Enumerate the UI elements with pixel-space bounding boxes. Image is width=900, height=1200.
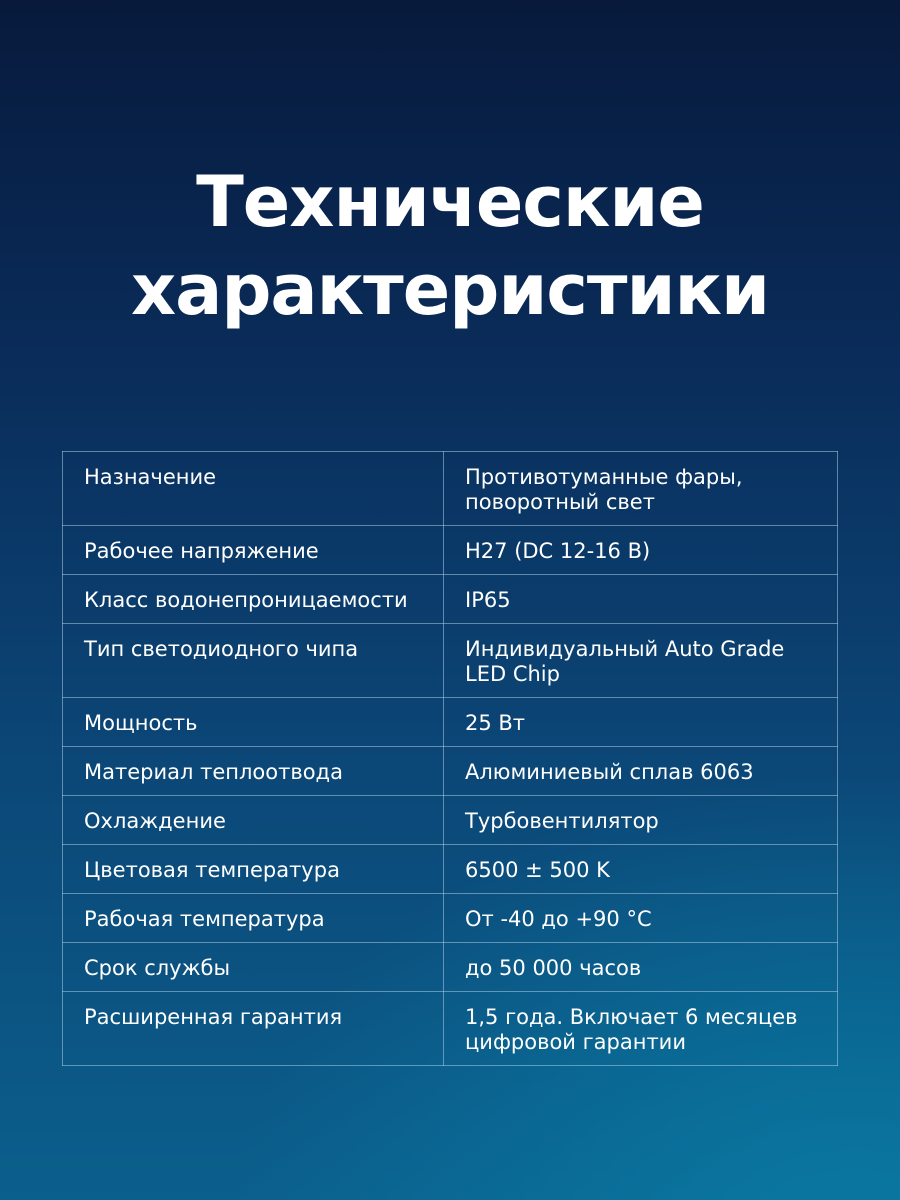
spec-parameter: Срок службы bbox=[63, 943, 444, 992]
table-row bbox=[63, 698, 838, 747]
spec-parameter: Рабочая температура bbox=[63, 894, 444, 943]
table-row bbox=[63, 992, 838, 1066]
spec-parameter: Материал теплоотвода bbox=[63, 747, 444, 796]
spec-parameter: Рабочее напряжение bbox=[63, 526, 444, 575]
page-title bbox=[0, 158, 900, 334]
spec-parameter: Цветовая температура bbox=[63, 845, 444, 894]
table-row bbox=[63, 845, 838, 894]
spec-value: IP65 bbox=[444, 575, 838, 624]
specifications-table bbox=[62, 451, 838, 1066]
spec-value: до 50 000 часов bbox=[444, 943, 838, 992]
spec-parameter: Охлаждение bbox=[63, 796, 444, 845]
spec-value: Турбовентилятор bbox=[444, 796, 838, 845]
spec-parameter: Мощность bbox=[63, 698, 444, 747]
spec-value: Противотуманные фары, поворотный свет bbox=[444, 452, 838, 526]
spec-value: 6500 ± 500 K bbox=[444, 845, 838, 894]
spec-value: H27 (DC 12-16 В) bbox=[444, 526, 838, 575]
table-row bbox=[63, 894, 838, 943]
page-title-line-1: Технические bbox=[196, 161, 704, 243]
spec-parameter: Тип светодиодного чипа bbox=[63, 624, 444, 698]
spec-parameter: Класс водонепроницаемости bbox=[63, 575, 444, 624]
spec-parameter: Расширенная гарантия bbox=[63, 992, 444, 1066]
spec-value: 25 Вт bbox=[444, 698, 838, 747]
table-row bbox=[63, 575, 838, 624]
table-row bbox=[63, 452, 838, 526]
table-row bbox=[63, 624, 838, 698]
spec-value: 1,5 года. Включает 6 месяцев цифровой гарантии bbox=[444, 992, 838, 1066]
spec-parameter: Назначение bbox=[63, 452, 444, 526]
page-title-line-2: характеристики bbox=[130, 249, 770, 331]
table-row bbox=[63, 943, 838, 992]
spec-value: Индивидуальный Auto Grade LED Chip bbox=[444, 624, 838, 698]
table-row bbox=[63, 526, 838, 575]
table-row bbox=[63, 747, 838, 796]
spec-value: От -40 до +90 °С bbox=[444, 894, 838, 943]
spec-value: Алюминиевый сплав 6063 bbox=[444, 747, 838, 796]
table-row bbox=[63, 796, 838, 845]
